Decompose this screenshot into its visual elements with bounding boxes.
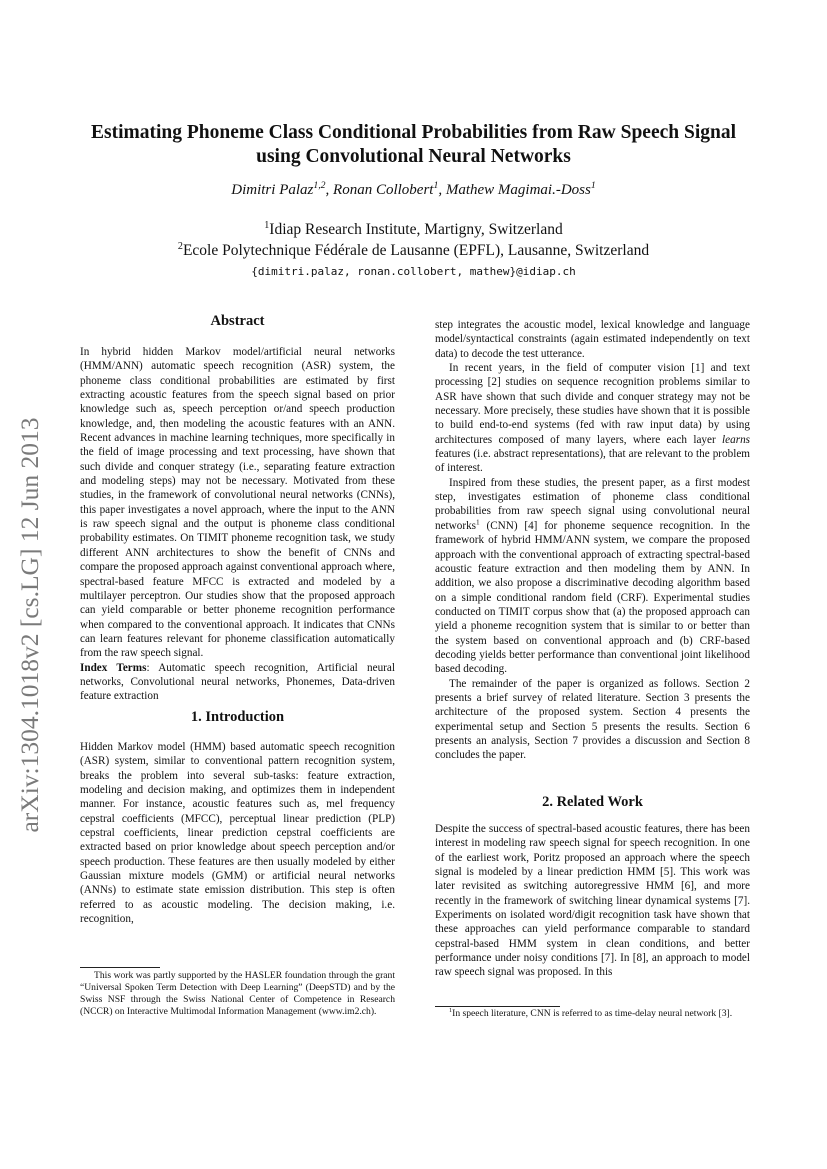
arxiv-id: arXiv:1304.1018v2 [cs.LG] 12 Jun 2013: [15, 417, 44, 833]
author-3-affil: 1: [590, 180, 596, 191]
author-1: Dimitri Palaz: [231, 182, 314, 198]
abstract-body: In hybrid hidden Markov model/artificial neural networks (HMM/ANN) automatic speech recognition (ASR) system, the phoneme class conditional probabilities are estimated by first extracting acoustic features from the speech signal based on prior knowledge such as, speech perception or/and speech production knowledge, and, then modeling the acoustic features with an ANN. Recent advances in machine learning techniques, more specifically in the field of image processing and text processing, have shown that such divide and conquer strategy (i.e., separating feature extraction and modeling steps) may not be necessary. Motivated from these studies, in the framework of convolutional neural networks (CNNs), this paper investigates a novel approach, where the input to the ANN is raw speech signal and the output is phoneme class conditional probability estimates. On TIMIT phoneme recognition task, we study different ANN architectures to show the benefit of CNNs and compare the proposed approach against conventional approach where, spectral-based feature MFCC is extracted and modeled by a multilayer perceptron. Our studies show that the proposed approach can yield comparable or better phoneme recognition performance when compared to the conventional approach. It indicates that CNNs can learn features relevant for phoneme classification automatically from the raw speech signal.: [80, 346, 395, 660]
affiliation-1-mark: 1: [264, 219, 270, 231]
affiliation-2: [60, 242, 767, 260]
affiliation-2-mark: 2: [177, 240, 183, 252]
paper-title: [60, 121, 767, 169]
arxiv-sidebar: [15, 375, 44, 875]
cnn-footnote-mark: 1: [449, 1006, 453, 1014]
author-3: Mathew Magimai.-Doss: [445, 182, 591, 198]
right-column-intro: [435, 318, 750, 763]
author-list: Dimitri Palaz$^{1,2}$, Ronan Collobert$^1$, Mathew Magimai.-Doss$^1$: [231, 180, 596, 198]
intro-paragraph-2-tail: (CNN) [4] for phoneme sequence recognition. In the framework of hybrid HMM/ANN system, we compare the proposed approach with the conventional approach of extracting spectral-based acoustic feature extraction and then modeling them by ANN. In addition, we also propose a discriminative decoding algorithm based on a simple conditional random field (CRF). Experimental studies conducted on TIMIT corpus show that (a) the proposed approach can yield a phoneme recognition system that is similar to or better than the system based on conventional approach and (b) CRF-based decoding yields better performance than conventional joint likelihood based decoding.: [435, 519, 751, 676]
intro-paragraph-1-emphasis: learns: [722, 433, 751, 446]
title-line-1: Estimating Phoneme Class Conditional Probabilities from Raw Speech Signal: [91, 122, 736, 143]
author-emails: {dimitri.palaz, ronan.collobert, mathew}@idiap.ch: [251, 265, 576, 278]
funding-footnote-text: This work was partly supported by the HASLER foundation through the grant “Universal Spoken Term Detection with Deep Learning” (DeepSTD) and by the Swiss NSF through the Swiss National Center of Competence in Research (NCCR) on Interactive Multimodal Information Management (www.im2.ch).: [80, 970, 395, 1017]
abstract-section: [80, 345, 395, 704]
intro-paragraph-2-text: Inspired from these studies, the present paper, as a first modest step, investigates estimation of phoneme class conditional probabilities from raw speech signal using convolutional neural networks: [435, 476, 750, 532]
affiliation-2-text: Ecole Polytechnique Fédérale de Lausanne (EPFL), Lausanne, Switzerland: [182, 242, 650, 259]
introduction-section: [80, 740, 395, 926]
index-terms-text: : Automatic speech recognition, Artificial neural networks, Convolutional neural networks, Phonemes, Data-driven feature extraction: [80, 661, 395, 703]
intro-paragraph-1-text: In recent years, in the field of computer vision [1] and text processing [2] studies on sequence recognition problems similar to ASR have shown that such divide and conquer strategy may not be necessary. More precisely, these studies have shown that it is possible to build end-to-end systems (fed with raw input data) by using architectures composed of many layers, where each layer: [435, 362, 750, 446]
related-work-body: Despite the success of spectral-based acoustic features, there has been interest in modeling raw speech signal for speech recognition. In one of the earliest work, Poritz proposed an approach where the speech signal is modeled by a linear prediction HMM [5]. This work was later revisited as switching autoregressive HMM [6], and more recently in the framework of switching linear dynamical systems [7]. Experiments on isolated word/digit recognition task have shown that these approaches can yield performance comparable to standard cepstral-based HMM system in clean conditions, and better performance under noisy conditions [7]. In [8], an approach to model raw speech signal was proposed. In this: [435, 823, 750, 979]
intro-paragraph-1-tail: features (i.e. abstract representations), that are relevant to the problem of interest.: [435, 448, 750, 475]
index-terms: [80, 661, 395, 704]
cnn-footnote-text: [435, 1008, 750, 1020]
index-terms-label: Index Terms: [80, 661, 147, 674]
affiliation-1: [60, 221, 767, 239]
intro-paragraph-3: The remainder of the paper is organized as follows. Section 2 presents a brief survey of related literature. Section 3 presents the architecture of the proposed system. Section 4 presents the experimental setup and Section 5 presents the results. Section 6 presents an analysis, Section 7 provides a discussion and Section 8 concludes the paper.: [435, 677, 750, 762]
funding-footnote: [80, 970, 395, 1018]
title-line-2: using Convolutional Neural Networks: [256, 146, 571, 167]
footnote-divider-left: [80, 967, 160, 968]
footnote-ref-1: 1: [476, 518, 480, 527]
intro-paragraph-1: [435, 361, 750, 476]
author-2-affil: 1: [433, 180, 439, 191]
author-2: Ronan Collobert: [333, 182, 434, 198]
introduction-heading: 1. Introduction: [190, 709, 285, 725]
related-work-section: [435, 822, 750, 980]
author-1-affil: 1,2: [313, 180, 326, 191]
intro-paragraph-0: step integrates the acoustic model, lexical knowledge and language model/syntactical constraints (again estimated independently on text data) to decode the test utterance.: [435, 319, 750, 360]
intro-paragraph-2: [435, 476, 750, 677]
abstract-heading: Abstract: [210, 313, 265, 329]
related-work-heading: 2. Related Work: [542, 794, 643, 810]
affiliation-1-text: Idiap Research Institute, Martigny, Switzerland: [269, 221, 563, 238]
cnn-footnote: [435, 1008, 750, 1020]
cnn-footnote-body: In speech literature, CNN is referred to as time-delay neural network [3].: [452, 1008, 733, 1019]
footnote-divider-right: [435, 1006, 560, 1007]
introduction-body: Hidden Markov model (HMM) based automatic speech recognition (ASR) system, similar to conventional pattern recognition system, breaks the problem into several sub-tasks: feature extraction, modeling and decision making, and optimizes them in independent manner. For instance, acoustic features such as, mel frequency cepstral coefficients (MFCC), perceptual linear prediction (PLP) cepstral coefficients, linear prediction cepstral coefficients are extracted based on prior knowledge about speech perception and/or speech production. These features are then usually modeled by either Gaussian mixture models (GMM) or artificial neural networks (ANNs) to estimate state emission distribution. This step is often referred to as acoustic modeling. The decision making, i.e. recognition,: [80, 741, 395, 926]
